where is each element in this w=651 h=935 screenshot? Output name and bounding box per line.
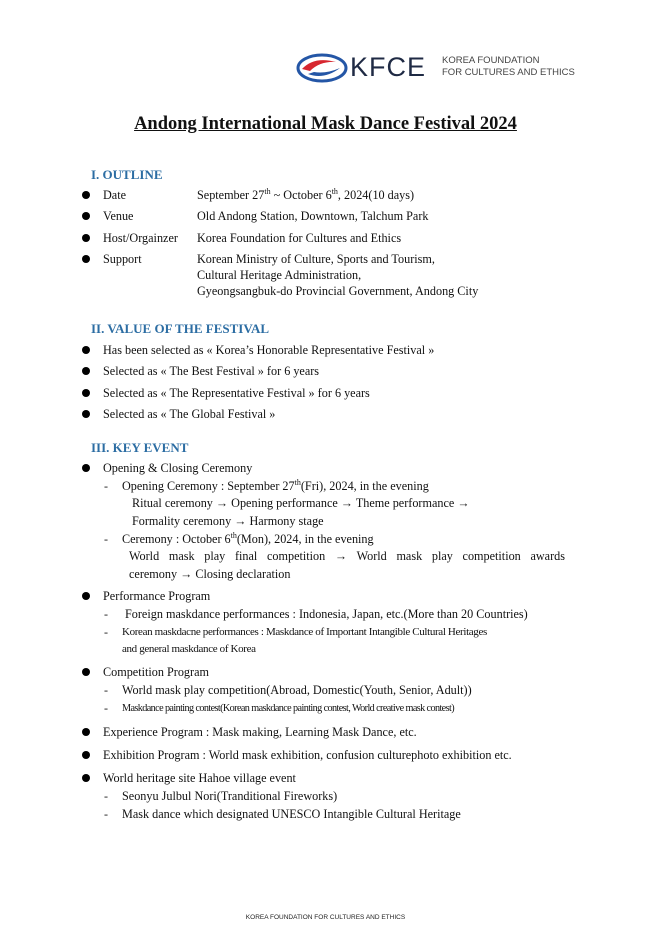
page-footer: KOREA FOUNDATION FOR CULTURES AND ETHICS — [245, 914, 406, 921]
dash-marker: - — [104, 807, 108, 821]
kfce-emblem-icon — [296, 52, 348, 84]
section-heading-key-event: III. KEY EVENT — [91, 440, 189, 455]
bullet-icon — [82, 728, 90, 736]
value-item: Selected as « The Best Festival » for 6 years — [103, 364, 320, 378]
date-value: September 27th ~ October 6th, 2024(10 days) — [197, 186, 415, 202]
heritage-item: Mask dance which designated UNESCO Intangible Cultural Heritage — [122, 807, 461, 821]
host-value: Korea Foundation for Cultures and Ethics — [197, 231, 402, 245]
bullet-icon — [82, 234, 90, 242]
date-label: Date — [103, 188, 127, 202]
bullet-icon — [82, 751, 90, 759]
dash-marker: - — [104, 701, 108, 715]
competition-label: Competition Program — [103, 665, 209, 679]
value-item: Selected as « The Representative Festival » for 6 years — [103, 386, 370, 400]
bullet-icon — [82, 592, 90, 600]
performance-label: Performance Program — [103, 589, 211, 603]
opening-ceremony-line: Formality ceremony → Harmony stage — [132, 514, 324, 528]
opening-ceremony-line: Ritual ceremony → Opening performance → Theme performance → — [132, 496, 470, 510]
support-label: Support — [103, 252, 142, 266]
performance-item: Foreign maskdance performances : Indonesia, Japan, etc.(More than 20 Countries) — [125, 607, 528, 621]
kfce-logo — [296, 52, 576, 86]
heritage-item: Seonyu Julbul Nori(Tranditional Fireworks) — [122, 789, 338, 803]
host-label: Host/Orgainzer — [103, 231, 178, 245]
dash-marker: - — [104, 479, 108, 493]
exhibition-program: Exhibition Program : World mask exhibition, confusion culturephoto exhibition etc. — [103, 748, 512, 762]
support-line: Korean Ministry of Culture, Sports and Tourism, — [197, 252, 435, 266]
logo-org-line1: KOREA FOUNDATION — [442, 55, 540, 66]
dash-marker: - — [104, 607, 108, 621]
value-item: Has been selected as « Korea’s Honorable Representative Festival » — [103, 343, 435, 357]
closing-ceremony-line: World mask play final competition → World mask play competition awards — [129, 549, 565, 563]
support-line: Gyeongsangbuk-do Provincial Government, Andong City — [197, 284, 479, 298]
bullet-icon — [82, 346, 90, 354]
dash-marker: - — [104, 625, 108, 639]
bullet-icon — [82, 774, 90, 782]
logo-wordmark: KFCE — [350, 52, 427, 82]
bullet-icon — [82, 191, 90, 199]
performance-item: Korean maskdacne performances : Maskdance of Important Intangible Cultural Heritages — [122, 626, 487, 638]
bullet-icon — [82, 255, 90, 263]
closing-ceremony-line: ceremony → Closing declaration — [129, 567, 291, 581]
bullet-icon — [82, 668, 90, 676]
dash-marker: - — [104, 532, 108, 546]
section-heading-value: II. VALUE OF THE FESTIVAL — [91, 321, 270, 336]
logo-org-line2: FOR CULTURES AND ETHICS — [442, 67, 575, 78]
heritage-label: World heritage site Hahoe village event — [103, 771, 296, 785]
bullet-icon — [82, 464, 90, 472]
performance-item-cont: and general maskdance of Korea — [122, 643, 256, 655]
support-line: Cultural Heritage Administration, — [197, 268, 362, 282]
dash-marker: - — [104, 683, 108, 697]
bullet-icon — [82, 410, 90, 418]
opening-ceremony: Opening Ceremony : September 27th(Fri), 2024, in the evening — [122, 477, 429, 493]
logo-org-name — [442, 55, 575, 79]
experience-program: Experience Program : Mask making, Learning Mask Dance, etc. — [103, 725, 417, 739]
closing-ceremony: Ceremony : October 6th(Mon), 2024, in the evening — [122, 530, 374, 546]
section-heading-outline: I. OUTLINE — [91, 167, 163, 182]
document-title: Andong International Mask Dance Festival 2024 — [134, 114, 517, 134]
ceremony-label: Opening & Closing Ceremony — [103, 461, 253, 475]
bullet-icon — [82, 212, 90, 220]
dash-marker: - — [104, 789, 108, 803]
bullet-icon — [82, 389, 90, 397]
competition-item: Maskdance painting contest(Korean maskdance painting contest, World creative mask contest) — [122, 703, 454, 714]
venue-label: Venue — [103, 209, 134, 223]
competition-item: World mask play competition(Abroad, Domestic(Youth, Senior, Adult)) — [122, 683, 472, 697]
value-item: Selected as « The Global Festival » — [103, 407, 276, 421]
bullet-icon — [82, 367, 90, 375]
venue-value: Old Andong Station, Downtown, Talchum Park — [197, 209, 429, 223]
